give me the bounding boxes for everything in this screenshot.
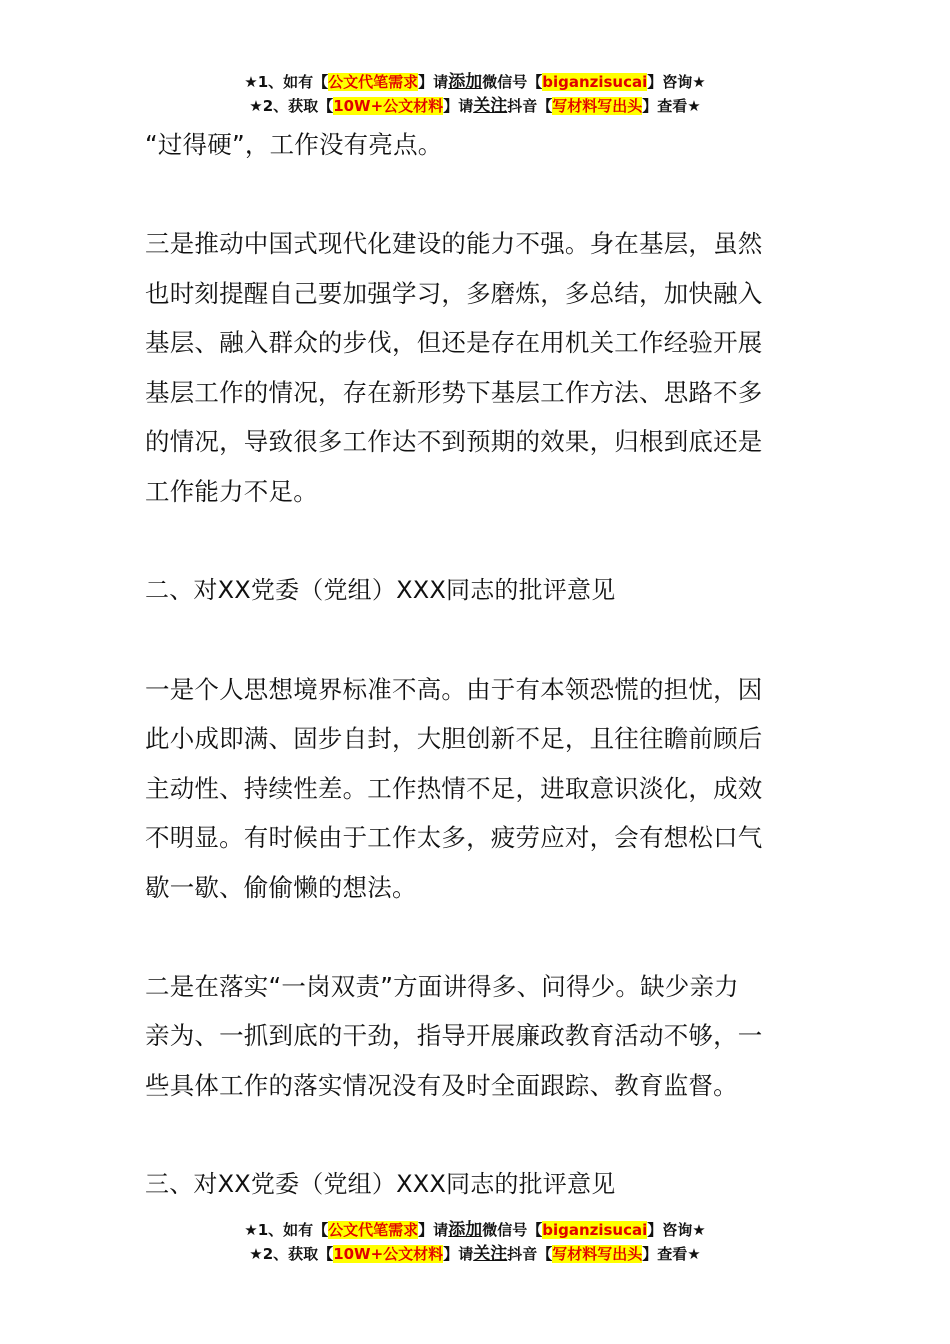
- paragraph-line: 基层、融入群众的步伐，但还是存在用机关工作经验开展: [145, 328, 763, 357]
- paragraph-line: 也时刻提醒自己要加强学习，多磨炼，多总结，加快融入: [145, 278, 763, 308]
- banner-text: 】请: [418, 1221, 449, 1239]
- banner-text: ★2、获取【: [249, 97, 334, 115]
- section-heading: 二、对XX党委（党组）XXX同志的批评意见: [145, 575, 616, 604]
- banner-text: 】查看★: [642, 1245, 701, 1263]
- footer-banner: [0, 1218, 950, 1266]
- paragraph-line: 歇一歇、偷偷懒的想法。: [145, 872, 417, 902]
- banner-douyin-id: 写材料写出头: [552, 1245, 643, 1263]
- banner-highlight: 公文代笔需求: [328, 73, 419, 91]
- paragraph-line: 不明显。有时候由于工作太多，疲劳应对，会有想松口气: [145, 823, 763, 852]
- banner-emphasis: 关注: [473, 1244, 508, 1264]
- banner-text: 微信号【: [482, 73, 543, 91]
- banner-line-2: [0, 94, 950, 118]
- paragraph-line: 主动性、持续性差。工作热情不足，进取意识淡化，成效: [145, 773, 763, 803]
- document-body: [145, 120, 807, 1209]
- paragraph-line: 基层工作的情况，存在新形势下基层工作方法、思路不多: [145, 377, 763, 407]
- banner-text: 】查看★: [642, 97, 701, 115]
- paragraph-line: 些具体工作的落实情况没有及时全面跟踪、教育监督。: [145, 1070, 738, 1100]
- paragraph-line: 二是在落实“一岗双责”方面讲得多、问得少。缺少亲力: [145, 971, 739, 1001]
- paragraph-line: 工作能力不足。: [145, 476, 318, 506]
- banner-text: 】请: [443, 97, 474, 115]
- paragraph-line: 亲为、一抓到底的干劲，指导开展廉政教育活动不够，一: [145, 1021, 763, 1050]
- header-banner: [0, 70, 950, 118]
- banner-text: ★2、获取【: [249, 1245, 334, 1263]
- banner-line-2: [0, 1242, 950, 1266]
- banner-text: 抖音【: [507, 1245, 553, 1263]
- banner-wechat-id: biganzisucai: [542, 1221, 648, 1239]
- paragraph-line: “过得硬”，工作没有亮点。: [145, 130, 443, 159]
- banner-text: 】请: [418, 73, 449, 91]
- banner-emphasis: 添加: [448, 72, 483, 92]
- paragraph-line: 此小成即满、固步自封，大胆创新不足，且往往瞻前顾后: [145, 724, 763, 753]
- banner-line-1: [0, 70, 950, 94]
- banner-highlight: 公文代笔需求: [328, 1221, 419, 1239]
- banner-emphasis: 添加: [448, 1220, 483, 1240]
- banner-text: ★1、如有【: [244, 73, 329, 91]
- banner-line-1: [0, 1218, 950, 1242]
- paragraph-line: 一是个人思想境界标准不高。由于有本领恐慌的担忧，因: [145, 674, 763, 704]
- banner-text: 】咨询★: [647, 1221, 706, 1239]
- section-heading: 三、对XX党委（党组）XXX同志的批评意见: [145, 1169, 616, 1198]
- banner-text: 抖音【: [507, 97, 553, 115]
- banner-text: 微信号【: [482, 1221, 543, 1239]
- banner-douyin-id: 写材料写出头: [552, 97, 643, 115]
- banner-highlight: 10W+公文材料: [333, 1245, 444, 1263]
- banner-text: 】咨询★: [647, 73, 706, 91]
- banner-emphasis: 关注: [473, 96, 508, 116]
- banner-text: 】请: [443, 1245, 474, 1263]
- paragraph-line: 的情况，导致很多工作达不到预期的效果，归根到底还是: [145, 427, 763, 456]
- paragraph-line: 三是推动中国式现代化建设的能力不强。身在基层，虽然: [145, 229, 763, 258]
- banner-wechat-id: biganzisucai: [542, 73, 648, 91]
- banner-highlight: 10W+公文材料: [333, 97, 444, 115]
- banner-text: ★1、如有【: [244, 1221, 329, 1239]
